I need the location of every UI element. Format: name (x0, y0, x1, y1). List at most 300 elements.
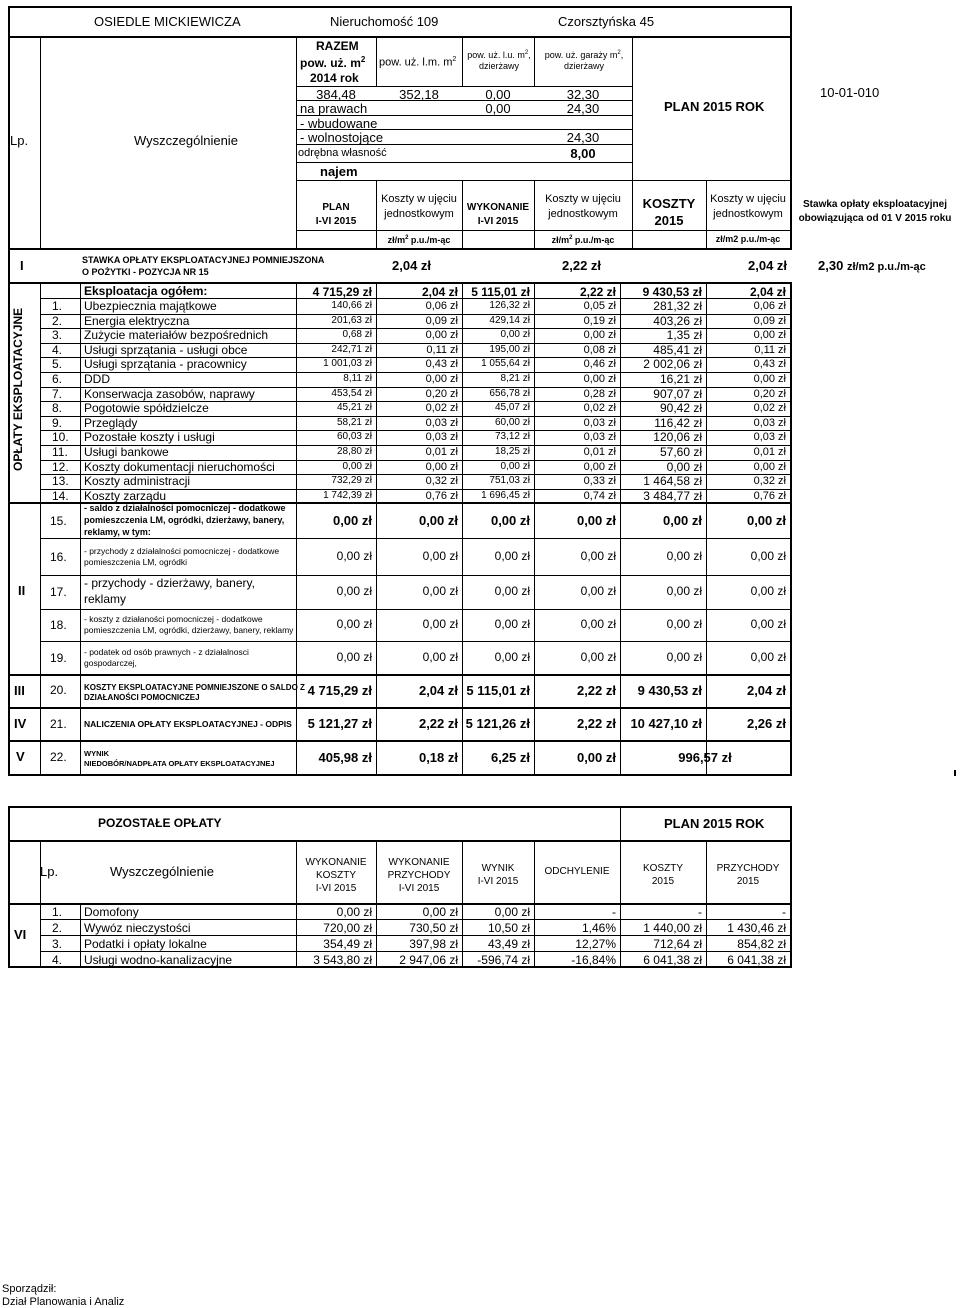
item-val-3: 0,74 zł (583, 489, 616, 502)
col-line (534, 282, 535, 774)
col-line (462, 36, 463, 86)
item-number: 13. (52, 474, 69, 489)
item-label: Pozostałe koszty i usługi (84, 430, 215, 445)
section3-val-0: 4 715,29 zł (307, 683, 372, 698)
item-val-0: 140,66 zł (331, 300, 372, 311)
section4-val-5: 2,26 zł (746, 716, 786, 731)
wbudowane-label: - wbudowane (300, 116, 378, 131)
item-val-4: 57,60 zł (659, 445, 702, 459)
col-line (376, 282, 377, 774)
pow-ulm-label: pow. uż. l.m. $m^2$ (379, 56, 457, 69)
item-val-5: 0,06 zł (753, 300, 786, 312)
other-val-2: 0,00 zł (494, 905, 530, 919)
section3-roman: III (14, 683, 25, 698)
wolnostojace-label: - wolnostojące (300, 130, 384, 145)
section5-number: 22. (50, 750, 67, 764)
border (8, 840, 792, 842)
item-val-2: 126,32 zł (489, 300, 530, 311)
section2-val-1: 0,00 zł (418, 513, 458, 528)
other-val-1: 2 947,06 zł (399, 953, 458, 967)
item-val-5: 0,00 zł (753, 329, 786, 342)
item-label: Koszty zarządu (84, 488, 167, 503)
section2-val-4: 0,00 zł (666, 584, 702, 598)
item-val-5: 0,20 zł (753, 387, 786, 400)
section3-val-3: 2,22 zł (576, 683, 616, 698)
eksploatacja-val-2: 5 115,01 zł (471, 285, 530, 299)
property-name: Nieruchomość 109 (330, 14, 439, 29)
total-garaz: 32,30 (566, 87, 600, 102)
section2-label: - podatek od osób prawnych - z działalnosci gospodarczej, (84, 646, 249, 668)
section2-val-0: 0,00 zł (336, 617, 372, 631)
other-val-5: 854,82 zł (737, 937, 786, 951)
border (8, 806, 10, 968)
item-val-0: 60,03 zł (336, 431, 372, 443)
na-prawach-ulu: 0,00 (485, 101, 511, 116)
other-wyszczegolnienie: Wyszczególnienie (110, 864, 214, 879)
item-number: 6. (52, 372, 63, 386)
unit-2: $zł/m^2$ p.u./m-ąc (551, 235, 615, 245)
unit-3: zł/m2 p.u./m-ąc (715, 234, 781, 244)
other-val-0: 3 543,80 zł (313, 953, 372, 967)
item-val-4: 90,42 zł (659, 401, 702, 416)
other-val-0: 720,00 zł (323, 921, 372, 935)
other-number: 2. (52, 921, 63, 935)
item-val-2: 429,14 zł (489, 314, 530, 326)
other-head-wyk-koszty: WYKONANIE KOSZTY I-VI 2015 (305, 857, 367, 894)
item-number: 10. (52, 430, 69, 445)
item-val-2: 1 055,64 zł (481, 358, 530, 370)
koszty-jedn-colhead-2: Koszty w ujęciu jednostkowym (545, 193, 621, 220)
section5-roman: V (16, 749, 25, 764)
section2-val-3: 0,00 zł (580, 617, 616, 631)
item-val-5: 0,01 zł (753, 446, 786, 458)
item-val-1: 0,06 zł (425, 300, 458, 312)
eksploatacja-val-3: 2,22 zł (579, 285, 616, 299)
section2-number: 16. (50, 549, 67, 564)
item-val-5: 0,76 zł (753, 489, 786, 502)
item-label: Usługi sprzątania - usługi obce (84, 342, 248, 357)
item-val-4: 485,41 zł (653, 342, 702, 357)
item-number: 5. (52, 357, 63, 372)
item-label: Ubezpiecznia majątkowe (84, 299, 217, 313)
item-val-2: 45,07 zł (494, 402, 530, 414)
item-number: 4. (52, 342, 63, 357)
item-val-1: 0,00 zł (425, 329, 458, 342)
item-number: 7. (52, 386, 63, 401)
section5-val-0: 405,98 zł (318, 750, 372, 765)
section5-val-2: 6,25 zł (490, 750, 530, 765)
other-number: 3. (52, 937, 63, 951)
stawka-roman: I (20, 258, 24, 273)
lp-label: Lp. (10, 133, 29, 148)
section2-val-1: 0,00 zł (422, 617, 458, 631)
item-label: Usługi bankowe (84, 445, 169, 459)
section2-val-5: 0,00 zł (746, 513, 786, 528)
code: 10-01-010 (820, 85, 880, 100)
item-val-4: 116,42 zł (654, 415, 702, 430)
item-val-3: 0,46 zł (583, 358, 616, 371)
section2-val-2: 0,00 zł (494, 548, 530, 563)
section3-label: KOSZTY EKSPLOATACYJNE POMNIEJSZONE O SALDO Z DZIAŁANOŚCI POMOCNICZEJ (84, 683, 305, 703)
mark (954, 770, 956, 776)
section2-val-2: 0,00 zł (494, 617, 530, 631)
plan-colhead: PLAN I-VI 2015 (315, 202, 357, 227)
section2-roman: II (18, 583, 26, 598)
other-head-przychody: PRZYCHODY 2015 (716, 863, 780, 887)
total-pow-ulu: 0,00 (485, 87, 511, 102)
stawka-val-3: 2,04 zł (748, 258, 788, 273)
section2-val-1: 0,00 zł (422, 548, 458, 563)
section2-val-1: 0,00 zł (422, 584, 458, 598)
stawka-val-2: 2,22 zł (562, 258, 602, 273)
razem-label: RAZEM (316, 39, 359, 53)
other-val-3: 1,46% (581, 921, 616, 935)
item-val-1: 0,32 zł (425, 475, 458, 488)
side-label: OPŁATY EKSPLOATACYJNE (11, 307, 25, 471)
section3-number: 20. (50, 683, 67, 697)
item-val-3: 0,00 zł (583, 460, 616, 473)
plan-title: PLAN 2015 ROK (664, 99, 765, 114)
item-label: Konserwacja zasobów, naprawy (84, 386, 255, 401)
other-label: Usługi wodno-kanalizacyjne (84, 953, 233, 967)
item-val-1: 0,01 zł (425, 446, 458, 458)
section2-val-1: 0,00 zł (422, 649, 458, 664)
section2-val-0: 0,00 zł (336, 548, 372, 563)
total-pow-ulm: 352,18 (399, 87, 439, 102)
item-val-0: 732,29 zł (331, 475, 372, 487)
stawka-colhead: Stawka opłaty eksploatacyjnej obowiązująca od 01 V 2015 roku (798, 199, 952, 224)
section5-val-1: 0,18 zł (418, 750, 458, 765)
item-val-3: 0,02 zł (583, 402, 616, 415)
item-label: Energia elektryczna (84, 313, 190, 328)
section2-val-2: 0,00 zł (490, 513, 530, 528)
section2-val-5: 0,00 zł (750, 548, 786, 563)
item-val-0: 242,71 zł (331, 343, 372, 355)
item-val-0: 0,00 zł (342, 460, 372, 472)
other-head-wyk-przychody: WYKONANIE PRZYCHODY I-VI 2015 (387, 857, 451, 894)
odrebna-label: odrębna własność (298, 147, 387, 159)
other-label: Domofony (84, 905, 139, 919)
item-label: Usługi sprzątania - pracownicy (84, 357, 247, 372)
item-val-0: 0,68 zł (342, 329, 372, 341)
section2-val-3: 0,00 zł (580, 548, 616, 563)
other-val-0: 0,00 zł (336, 905, 372, 919)
section4-val-1: 2,22 zł (418, 716, 458, 731)
other-val-4: 6 041,38 zł (643, 953, 702, 967)
item-val-2: 73,12 zł (494, 431, 530, 443)
koszty-colhead: KOSZTY 2015 (642, 196, 696, 228)
item-number: 3. (52, 328, 63, 343)
border (8, 6, 792, 8)
item-label: Przeglądy (84, 415, 138, 430)
section2-val-0: 0,00 zł (336, 584, 372, 598)
item-val-4: 2 002,06 zł (643, 357, 702, 372)
item-val-2: 195,00 zł (489, 343, 530, 355)
item-val-2: 0,00 zł (500, 329, 530, 341)
item-val-0: 453,54 zł (331, 387, 372, 399)
section2-number: 17. (50, 585, 67, 599)
year-label: 2014 rok (310, 71, 359, 85)
section2-number: 19. (50, 650, 67, 665)
row-line (40, 935, 790, 936)
item-val-0: 58,21 zł (336, 416, 372, 428)
item-label: DDD (84, 372, 110, 386)
row-line (296, 230, 792, 231)
item-val-3: 0,08 zł (583, 343, 616, 356)
item-number: 2. (52, 313, 63, 328)
other-val-2: 10,50 zł (487, 921, 530, 935)
eksploatacja-val-0: 4 715,29 zł (312, 285, 372, 299)
other-number: 1. (52, 905, 63, 919)
section5-val-4: 996,57 zł (678, 750, 732, 765)
item-val-5: 0,32 zł (753, 475, 786, 488)
section2-number: 18. (50, 618, 67, 632)
section2-val-0: 0,00 zł (332, 513, 372, 528)
other-label: Podatki i opłaty lokalne (84, 937, 207, 951)
other-val-3: - (612, 905, 616, 919)
item-val-0: 45,21 zł (336, 402, 372, 414)
item-val-3: 0,05 zł (583, 300, 616, 312)
pow-ulu-label: pow. uż. l.u. $m^2$, dzierżawy (467, 50, 531, 72)
item-val-0: 28,80 zł (336, 446, 372, 457)
section3-val-1: 2,04 zł (418, 683, 458, 698)
item-val-2: 0,00 zł (500, 460, 530, 472)
other-plan: PLAN 2015 ROK (664, 816, 765, 831)
item-val-1: 0,76 zł (425, 489, 458, 502)
item-label: Pogotowie spółdzielcze (84, 401, 209, 416)
other-val-1: 0,00 zł (422, 905, 458, 919)
other-val-5: 1 430,46 zł (727, 921, 786, 935)
item-val-5: 0,09 zł (753, 314, 786, 327)
pow-garaz-label: pow. uż. garaży $m^2$, dzierżawy (544, 50, 624, 72)
col-line (40, 840, 41, 966)
pow-uz-label: pow. uż. $m^2$ (300, 55, 366, 70)
border (8, 806, 792, 808)
section2-number: 15. (50, 514, 67, 528)
section2-label: - przychody z działalności pomocniczej - dodatkowe pomieszczenia LM, ogródki (84, 545, 280, 567)
item-val-1: 0,43 zł (425, 358, 458, 371)
other-val-2: -596,74 zł (477, 953, 530, 967)
item-val-1: 0,00 zł (425, 373, 458, 385)
najem-label: najem (320, 164, 358, 179)
border (8, 248, 792, 250)
unit-1: $zł/m^2$ p.u./m-ąc (387, 235, 451, 245)
koszty-jedn-colhead-3: Koszty w ujęciu jednostkowym (710, 193, 786, 220)
other-lp: Lp. (40, 864, 59, 879)
stawka-label: STAWKA OPŁATY EKSPLOATACYJNEJ POMNIEJSZONA O POŻYTKI - POZYCJA NR 15 (82, 255, 325, 277)
border (8, 774, 792, 776)
item-val-4: 1,35 zł (666, 328, 702, 343)
na-prawach-garaz: 24,30 (566, 101, 600, 116)
row-line (40, 609, 790, 610)
other-number: 4. (52, 953, 63, 967)
item-label: Koszty dokumentacji nieruchomości (84, 459, 275, 474)
section5-label: WYNIK NIEDOBÓR/NADPŁATA OPŁATY EKSPLOATACYJNEJ (84, 749, 275, 769)
item-val-3: 0,01 zł (583, 446, 616, 458)
item-val-2: 751,03 zł (489, 475, 530, 487)
section4-val-3: 2,22 zł (576, 716, 616, 731)
other-val-3: -16,84% (571, 953, 616, 967)
item-val-0: 1 742,39 zł (323, 489, 372, 501)
other-val-1: 397,98 zł (409, 937, 458, 951)
other-head-wynik: WYNIK I-VI 2015 (477, 863, 519, 887)
item-val-5: 0,03 zł (753, 416, 786, 429)
item-number: 12. (52, 459, 69, 474)
border (790, 282, 792, 774)
item-number: 8. (52, 401, 63, 416)
item-val-1: 0,03 zł (425, 431, 458, 444)
total-pow-uz: 384,48 (316, 87, 356, 102)
other-val-0: 354,49 zł (323, 937, 372, 951)
section2-val-5: 0,00 zł (750, 617, 786, 631)
row-line (40, 641, 790, 642)
section2-label: - saldo z działalności pomocniczej - dodatkowe pomieszczenia LM, ogródki, dzierżawy, banery, reklamy, w tym: (84, 503, 286, 537)
item-val-3: 0,00 zł (583, 329, 616, 342)
border (8, 36, 792, 38)
col-line (80, 282, 81, 774)
stawka-val-1: 2,04 zł (392, 258, 432, 273)
item-val-0: 201,63 zł (331, 314, 372, 326)
item-val-5: 0,02 zł (753, 402, 786, 415)
other-label: Wywóz nieczystości (84, 921, 191, 935)
wykonanie-colhead: WYKONANIE I-VI 2015 (466, 202, 530, 227)
section2-val-4: 0,00 zł (662, 513, 702, 528)
estate-name: OSIEDLE MICKIEWICZA (94, 14, 241, 29)
item-number: 14. (52, 488, 69, 503)
item-val-2: 8,21 zł (500, 373, 530, 384)
border (8, 740, 792, 742)
other-head-koszty: KOSZTY 2015 (642, 863, 683, 887)
other-val-3: 12,27% (575, 937, 616, 951)
item-number: 1. (52, 299, 63, 313)
section2-label: - koszty z działaności pomocniczej - dodatkowe pomieszczenia LM, ogródki, dzierżawy, banery, reklamy (84, 614, 294, 636)
odrebna-val: 8,00 (570, 146, 596, 161)
item-val-5: 0,11 zł (754, 343, 786, 356)
item-val-1: 0,00 zł (425, 460, 458, 473)
other-val-5: 6 041,38 zł (727, 953, 786, 967)
section3-val-5: 2,04 zł (746, 683, 786, 698)
border (8, 707, 792, 709)
address: Czorsztyńska 45 (558, 14, 655, 29)
eksploatacja-val-5: 2,04 zł (749, 285, 786, 299)
other-val-5: - (782, 905, 786, 919)
item-number: 9. (52, 415, 63, 430)
item-val-4: 281,32 zł (653, 299, 702, 313)
col-line (534, 36, 535, 86)
item-val-4: 16,21 zł (659, 372, 702, 386)
section2-label: - przychody - dzierżawy, banery, reklamy (84, 576, 255, 606)
item-val-1: 0,09 zł (425, 314, 458, 327)
row-line (296, 162, 632, 163)
item-val-4: 907,07 zł (653, 386, 702, 401)
eksploatacja-val-4: 9 430,53 zł (642, 285, 702, 299)
section2-val-4: 0,00 zł (666, 617, 702, 631)
other-head-odchylenie: ODCHYLENIE (544, 866, 610, 877)
item-val-2: 18,25 zł (494, 446, 530, 457)
other-roman: VI (14, 927, 27, 942)
col-line (462, 282, 463, 774)
item-val-5: 0,03 zł (753, 431, 786, 444)
section4-roman: IV (14, 716, 27, 731)
section4-val-0: 5 121,27 zł (307, 716, 372, 731)
item-val-1: 0,03 zł (425, 416, 458, 429)
section2-val-4: 0,00 zł (666, 548, 702, 563)
section4-val-4: 10 427,10 zł (630, 716, 702, 731)
col-line (376, 36, 377, 86)
col-line (620, 282, 621, 774)
item-val-5: 0,43 zł (753, 358, 786, 371)
section2-val-0: 0,00 zł (336, 649, 372, 664)
section2-val-5: 0,00 zł (750, 584, 786, 598)
item-val-1: 0,02 zł (425, 402, 458, 415)
section5-val-3: 0,00 zł (576, 750, 616, 765)
section2-val-5: 0,00 zł (750, 649, 786, 664)
section4-number: 21. (50, 717, 67, 731)
col-line (706, 282, 707, 774)
item-val-1: 0,11 zł (426, 343, 458, 356)
item-val-5: 0,00 zł (753, 373, 786, 385)
section2-val-3: 0,00 zł (580, 649, 616, 664)
eksploatacja-label: Eksploatacja ogółem: (84, 284, 208, 298)
item-val-2: 60,00 zł (494, 416, 530, 428)
wolnostojace-val: 24,30 (566, 130, 600, 145)
item-val-0: 8,11 zł (343, 373, 372, 384)
other-val-1: 730,50 zł (409, 921, 458, 935)
section2-val-2: 0,00 zł (494, 584, 530, 598)
row-line (40, 951, 790, 952)
section2-val-3: 0,00 zł (576, 513, 616, 528)
item-val-4: 120,06 zł (653, 430, 702, 445)
row-line (296, 180, 792, 181)
section4-label: NALICZENIA OPŁATY EKSPLOATACYJNEJ - ODPIS (84, 719, 292, 729)
item-number: 11. (52, 445, 68, 459)
row-line (40, 919, 790, 920)
section2-val-2: 0,00 zł (494, 649, 530, 664)
item-val-0: 1 001,03 zł (323, 358, 372, 370)
stawka-val-4: 2,30 zł/m2 p.u./m-ąc (818, 258, 926, 273)
border (8, 674, 792, 676)
border (790, 806, 792, 968)
prepared-label: Sporządził: (2, 1283, 57, 1295)
item-label: Zużycie materiałów bezpośrednich (84, 328, 269, 343)
item-val-3: 0,19 zł (583, 314, 616, 327)
section4-val-2: 5 121,26 zł (465, 716, 530, 731)
other-val-4: 712,64 zł (653, 937, 702, 951)
item-val-3: 0,03 zł (583, 416, 616, 429)
other-val-2: 43,49 zł (487, 937, 530, 951)
item-val-4: 3 484,77 zł (643, 488, 702, 503)
other-title: POZOSTAŁE OPŁATY (98, 816, 222, 830)
koszty-jedn-colhead-1: Koszty w ujęciu jednostkowym (381, 193, 457, 220)
wyszczegolnienie-label: Wyszczególnienie (134, 133, 238, 148)
other-val-4: - (698, 905, 702, 919)
eksploatacja-val-1: 2,04 zł (421, 285, 458, 299)
item-val-2: 656,78 zł (489, 387, 530, 399)
item-val-5: 0,00 zł (753, 460, 786, 473)
item-val-3: 0,03 zł (583, 431, 616, 444)
item-val-4: 1 464,58 zł (643, 474, 702, 489)
item-val-3: 0,28 zł (583, 387, 616, 400)
item-val-4: 403,26 zł (653, 313, 702, 328)
section2-val-3: 0,00 zł (580, 584, 616, 598)
border (8, 6, 10, 774)
item-val-4: 0,00 zł (666, 459, 702, 474)
item-label: Koszty administracji (84, 474, 191, 489)
section3-val-2: 5 115,01 zł (466, 683, 530, 698)
section2-val-4: 0,00 zł (666, 649, 702, 664)
item-val-3: 0,33 zł (583, 475, 616, 488)
department: Dział Planowania i Analiz (2, 1296, 125, 1308)
